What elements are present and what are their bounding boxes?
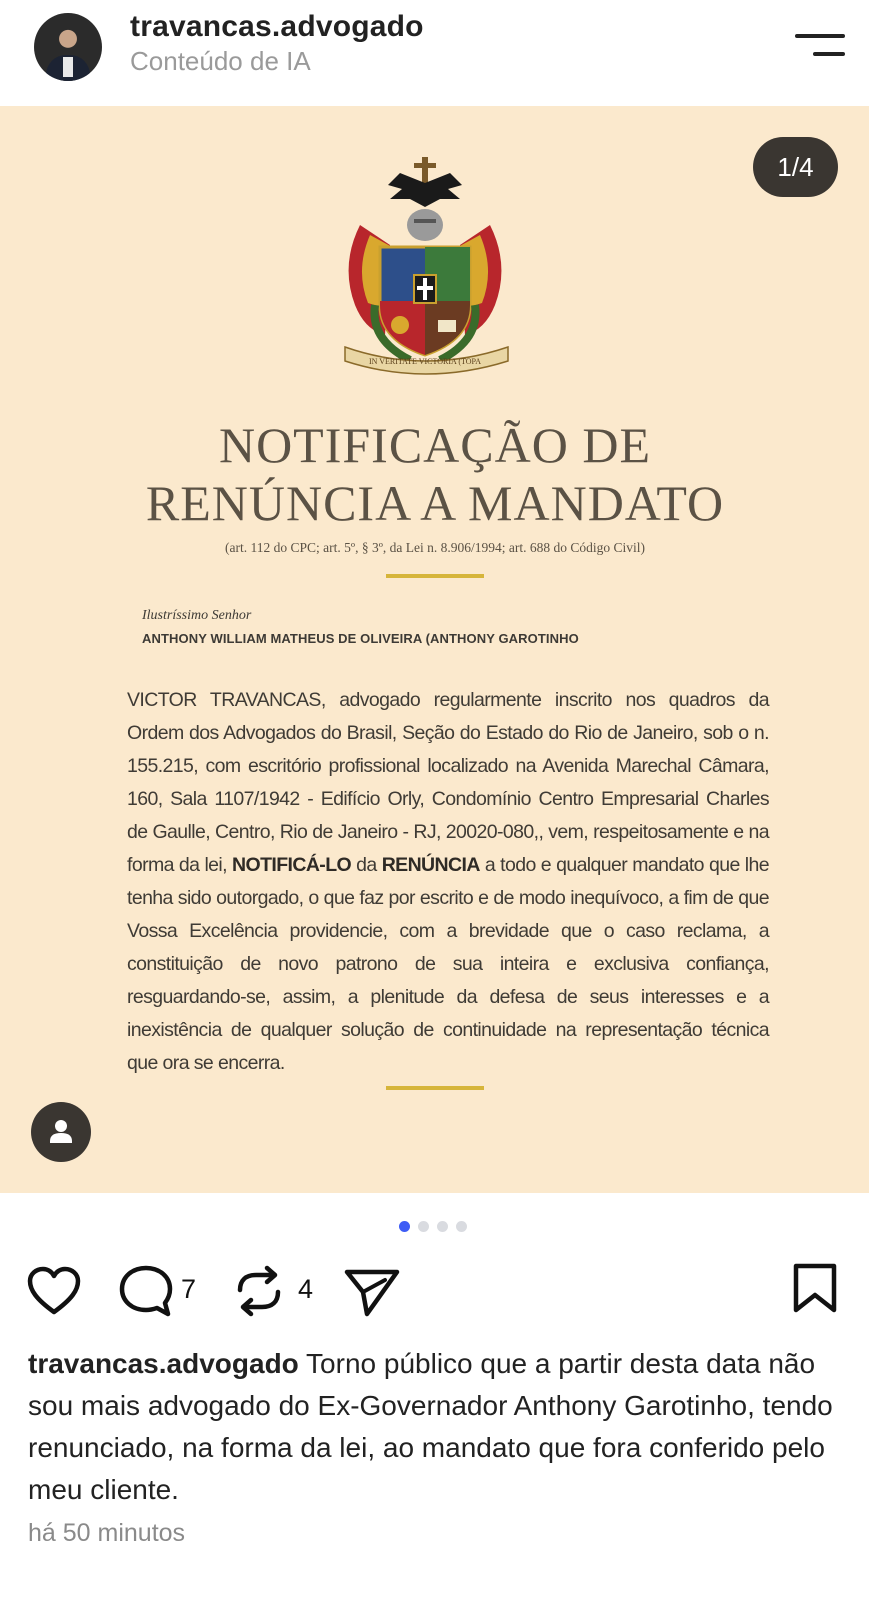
tagged-user-button[interactable] bbox=[31, 1102, 91, 1162]
gold-divider-bottom bbox=[386, 1086, 484, 1090]
pagination-dot-1[interactable] bbox=[399, 1221, 410, 1232]
action-bar bbox=[0, 1260, 887, 1320]
notice-body bbox=[127, 684, 769, 1080]
body-bold-notify: NOTIFICÁ-LO bbox=[232, 854, 352, 876]
comment-icon[interactable] bbox=[118, 1264, 174, 1318]
pagination-dot-3[interactable] bbox=[437, 1221, 448, 1232]
body-text-3: a todo e qualquer mandato que lhe tenha sido outorgado, o que faz por escrito e de modo inequívoco, a fim de que Vossa Excelência providencie, com a brevidade que o caso reclama, a constituição de novo patrono de sua inteira e exclusiva confiança, resguardando-se, assim, a plenitude da defesa de seus interesses e a inexistência de qualquer solução de continuidade na representação técnica que ora se encerra. bbox=[127, 854, 769, 1074]
menu-icon[interactable] bbox=[793, 30, 845, 62]
slide-counter: 1/4 bbox=[753, 137, 838, 197]
profile-avatar[interactable] bbox=[34, 13, 102, 81]
body-text-1: VICTOR TRAVANCAS, advogado regularmente inscrito nos quadros da Ordem dos Advogados do Brasil, Seção do Estado do Rio de Janeiro, sob o n. 155.215, com escritório profissional localizado na Avenida Marechal Câmara, 160, Sala 1107/1942 - Edifício Orly, Condomínio Centro Empresarial Charles de Gaulle, Centro, Rio de Janeiro - RJ, 20020-080,, vem, respeitosamente e na forma da lei, bbox=[127, 689, 769, 876]
repost-icon[interactable] bbox=[232, 1264, 286, 1318]
repost-count: 4 bbox=[298, 1274, 314, 1304]
gold-divider-top bbox=[386, 574, 484, 578]
carousel-pagination bbox=[399, 1221, 467, 1232]
title-line-1: NOTIFICAÇÃO DE bbox=[218, 417, 652, 473]
legal-reference: (art. 112 do CPC; art. 5º, § 3º, da Lei n. 8.906/1994; art. 688 do Código Civil) bbox=[225, 540, 645, 555]
caption-text: Torno público que a partir desta data não sou mais advogado do Ex-Governador Anthony Garotinho, tendo renunciado, na forma da lei, ao mandato que fora conferido pelo meu cliente. bbox=[28, 1348, 833, 1505]
ai-content-label[interactable]: Conteúdo de IA bbox=[130, 46, 311, 76]
post-timestamp: há 50 minutos bbox=[28, 1519, 186, 1547]
send-icon[interactable] bbox=[343, 1266, 401, 1318]
salutation: Ilustríssimo Senhor bbox=[142, 608, 252, 623]
title-line-2: RENÚNCIA A MANDATO bbox=[145, 475, 725, 531]
header-username[interactable]: travancas.advogado bbox=[130, 10, 424, 43]
person-icon bbox=[31, 1102, 91, 1162]
pagination-dot-2[interactable] bbox=[418, 1221, 429, 1232]
heart-icon[interactable] bbox=[26, 1266, 82, 1316]
caption-username[interactable]: travancas.advogado bbox=[28, 1348, 299, 1379]
post-caption bbox=[28, 1343, 848, 1511]
svg-text:IN VERITATE VICTORIA (TOPA: IN VERITATE VICTORIA (TOPA bbox=[368, 357, 482, 366]
coat-of-arms-icon bbox=[330, 155, 520, 380]
post-header bbox=[0, 0, 887, 106]
notice-title bbox=[60, 416, 810, 532]
body-text-2: da bbox=[351, 854, 382, 876]
comment-count: 7 bbox=[181, 1274, 197, 1304]
avatar-shirt bbox=[63, 57, 73, 77]
bookmark-icon[interactable] bbox=[791, 1262, 839, 1314]
pagination-dot-4[interactable] bbox=[456, 1221, 467, 1232]
addressee: ANTHONY WILLIAM MATHEUS DE OLIVEIRA (ANTHONY GAROTINHO bbox=[142, 631, 579, 646]
body-bold-renuncia: RENÚNCIA bbox=[381, 854, 480, 876]
